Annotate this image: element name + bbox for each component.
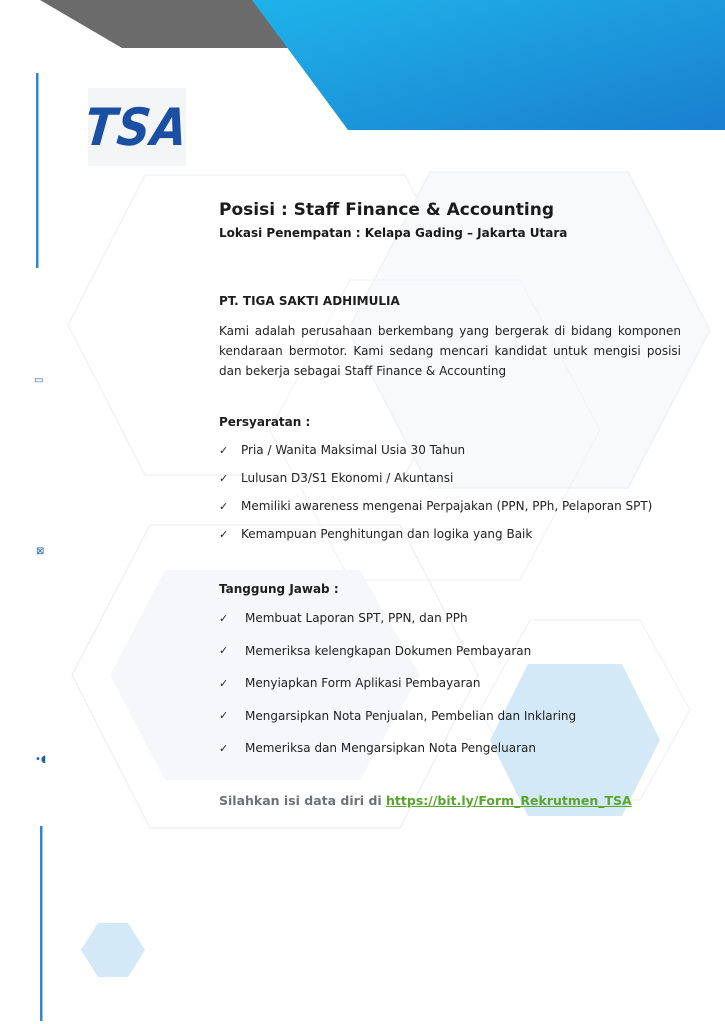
check-icon: ✓ [219,527,229,541]
left-vertical-line-top [36,73,39,268]
call-to-action [219,793,632,808]
list-item: ✓ Membuat Laporan SPT, PPN, dan PPh [219,611,468,626]
check-icon: ✓ [219,611,229,625]
check-icon: ✓ [219,499,229,513]
header-block [219,200,681,240]
requirements-title: Persyaratan : [219,415,311,429]
position-title: Posisi : Staff Finance & Accounting [219,200,555,220]
list-item: ✓ Menyiapkan Form Aplikasi Pembayaran [219,676,481,691]
check-icon: ✓ [219,644,229,658]
hexagon-light-blue-small [81,923,145,977]
intro-paragraph: Kami adalah perusahaan berkembang yang bergerak di bidang komponen kendaraan bermotor. Kami sedang mencari kandidat untuk mengisi posisi dan bekerja sebagai Staff Finance & Accounting [219,324,681,378]
monitor-icon: ▭ [34,375,44,386]
check-icon: ✓ [219,471,229,485]
speaker-icon: •◖ [35,754,47,765]
responsibilities-list [219,602,576,765]
location-subtitle: Lokasi Penempatan : Kelapa Gading – Jakarta Utara [219,226,568,240]
requirements-list [219,436,652,548]
document-icon: ⊠ [36,546,45,557]
responsibilities-title: Tanggung Jawab : [219,582,339,596]
cta-text: Silahkan isi data diri di [219,793,387,808]
list-item: ✓ Kemampuan Penghitungan dan logika yang Baik [219,527,533,541]
list-item: ✓ Memiliki awareness mengenai Perpajakan (PPN, PPh, Pelaporan SPT) [219,499,653,513]
top-blue-banner [252,0,725,130]
logo-text: TSA [82,96,192,158]
check-icon: ✓ [219,443,229,457]
list-item: ✓ Mengarsipkan Nota Penjualan, Pembelian dan Inklaring [219,708,577,723]
list-item: ✓ Pria / Wanita Maksimal Usia 30 Tahun [219,443,466,457]
form-link[interactable]: https://bit.ly/Form_Rekrutmen_TSA [386,793,632,808]
left-vertical-line-bottom [40,826,43,1021]
check-icon: ✓ [219,676,229,690]
check-icon: ✓ [219,741,229,755]
list-item: ✓ Memeriksa dan Mengarsipkan Nota Pengeluaran [219,741,536,756]
company-logo [82,88,192,166]
list-item: ✓ Lulusan D3/S1 Ekonomi / Akuntansi [219,471,454,485]
check-icon: ✓ [219,709,229,723]
list-item: ✓ Memeriksa kelengkapan Dokumen Pembayaran [219,643,532,658]
company-name: PT. TIGA SAKTI ADHIMULIA [219,294,400,308]
